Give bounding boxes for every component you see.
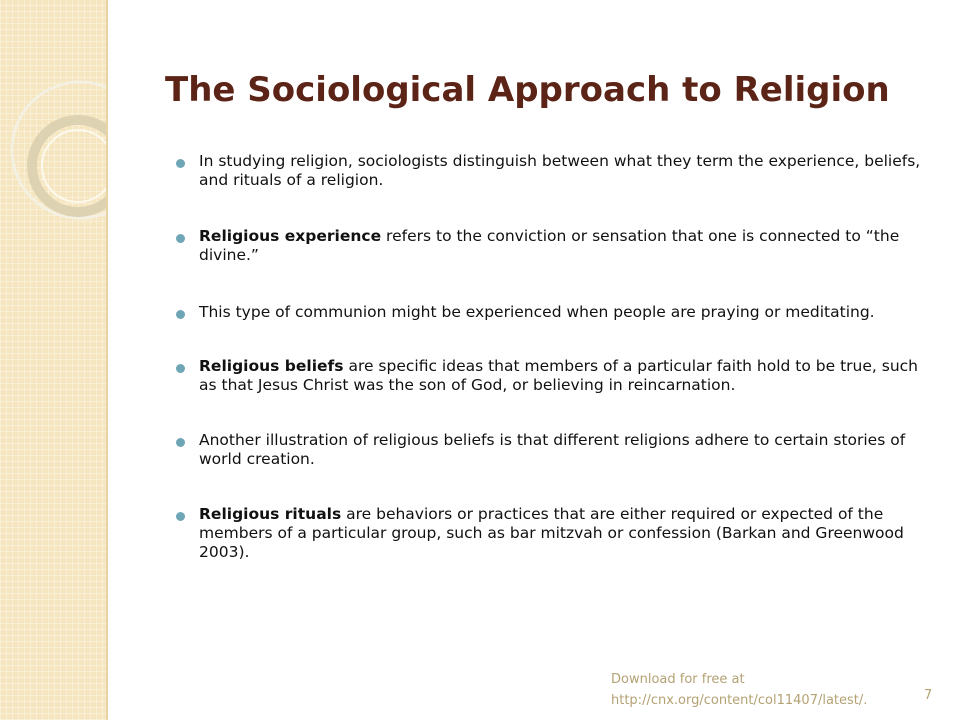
bullet-dot-icon [176,234,185,243]
bullet-item [176,227,931,265]
bullet-item [176,431,931,469]
bullet-bold-term: Religious rituals [199,505,342,523]
bullet-item [176,505,931,562]
footer-attribution [611,669,881,711]
bullet-text: In studying religion, sociologists distinguish between what they term the experience, beliefs, and rituals of a religion. [199,152,921,189]
footer-line-1: Download for free at [611,672,745,687]
bullet-dot-icon [176,310,185,319]
bullet-item [176,152,931,190]
bullet-dot-icon [176,512,185,521]
bullet-text: refers to the conviction or sensation that one is connected to “the divine.” [199,227,900,264]
bullet-dot-icon [176,159,185,168]
sidebar-circles-decoration [0,0,106,720]
bullet-dot-icon [176,364,185,373]
bullet-text: Another illustration of religious beliefs is that different religions adhere to certain stories of world creation. [199,431,906,468]
bullet-text: This type of communion might be experienced when people are praying or meditating. [199,303,875,321]
decorative-sidebar [0,0,108,720]
bullet-item [176,357,931,395]
bullet-item [176,303,931,322]
page-number: 7 [924,688,933,703]
bullet-list [176,152,931,562]
footer-link[interactable]: http://cnx.org/content/col11407/latest/. [611,693,868,708]
bullet-text: are specific ideas that members of a particular faith hold to be true, such as that Jesus Christ was the son of God, or believing in reincarnation. [199,357,918,394]
bullet-bold-term: Religious experience [199,227,382,245]
slide-title: The Sociological Approach to Religion [165,70,890,110]
bullet-text: are behaviors or practices that are either required or expected of the members of a particular group, such as bar mitzvah or confession (Barkan and Greenwood 2003). [199,505,904,561]
bullet-dot-icon [176,438,185,447]
bullet-bold-term: Religious beliefs [199,357,344,375]
